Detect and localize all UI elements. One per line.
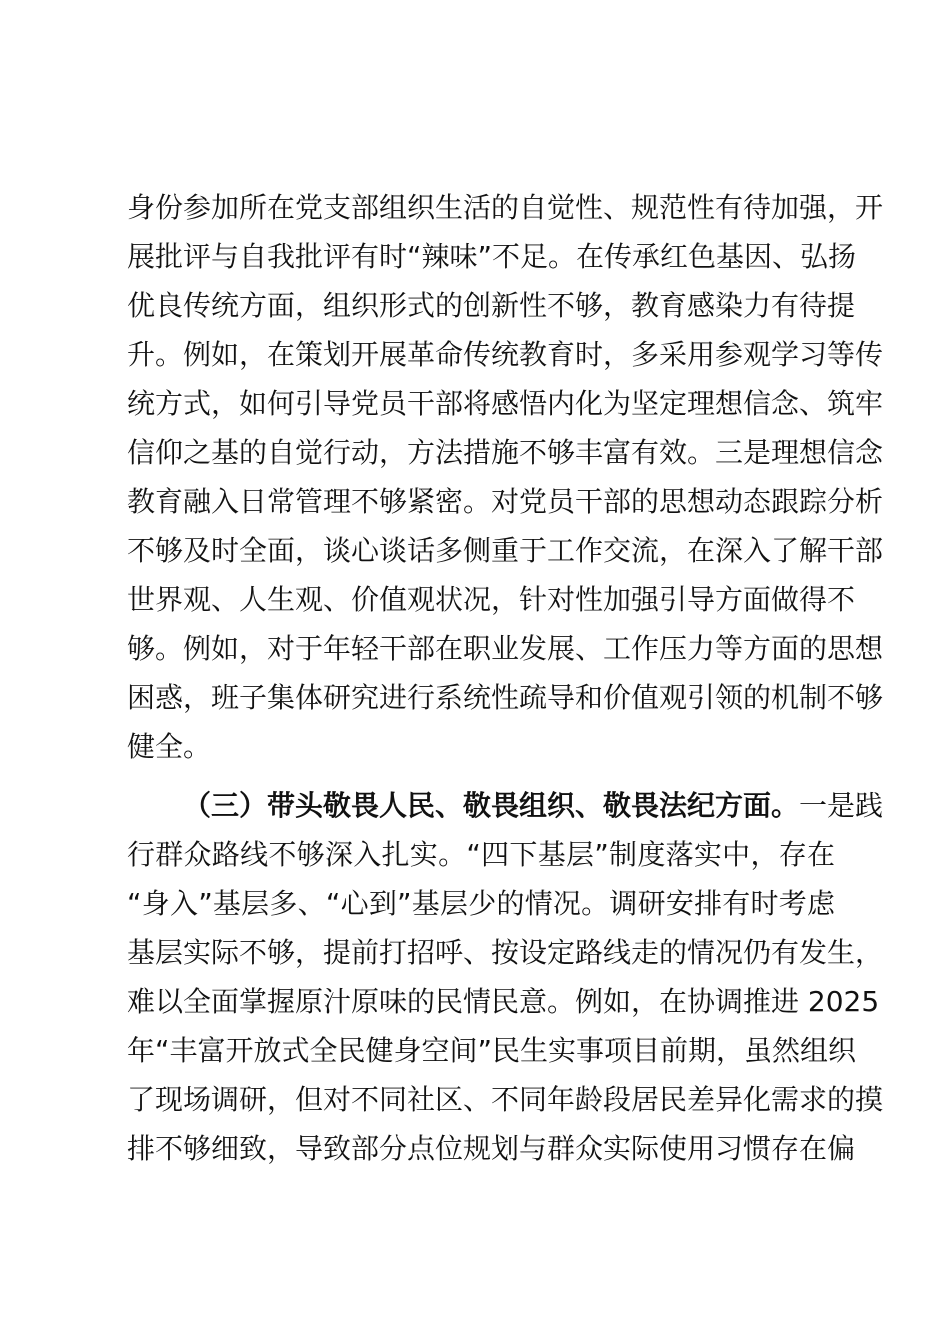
body-text-line: 困惑，班子集体研究进行系统性疏导和价值观引领的机制不够: [127, 681, 884, 714]
body-text-line: 升。例如，在策划开展革命传统教育时，多采用参观学习等传: [127, 338, 884, 371]
body-text-line: 展批评与自我批评有时“辣味”不足。在传承红色基因、弘扬: [127, 240, 857, 273]
body-text-line: 教育融入日常管理不够紧密。对党员干部的思想动态跟踪分析: [127, 485, 884, 518]
body-text-line: 基层实际不够，提前打招呼、按设定路线走的情况仍有发生，: [127, 936, 884, 969]
body-text-line: 健全。: [127, 730, 212, 763]
body-text-line: 年“丰富开放式全民健身空间”民生实事项目前期，虽然组织: [127, 1034, 857, 1067]
body-text-line: 不够及时全面，谈心谈话多侧重于工作交流，在深入了解干部: [127, 534, 884, 567]
body-text-line: 世界观、人生观、价值观状况，针对性加强引导方面做得不: [127, 583, 856, 616]
section-3-first-line-rest: 一是践: [799, 789, 884, 822]
body-text-line: 难以全面掌握原汁原味的民情民意。例如，在协调推进 2025: [127, 985, 880, 1018]
body-text-line: 了现场调研，但对不同社区、不同年龄段居民差异化需求的摸: [127, 1083, 884, 1116]
body-text-line: “身入”基层多、“心到”基层少的情况。调研安排有时考虑: [127, 887, 835, 920]
body-text-line: 行群众路线不够深入扎实。“四下基层”制度落实中，存在: [127, 838, 835, 871]
body-text-line: 排不够细致，导致部分点位规划与群众实际使用习惯存在偏: [127, 1132, 856, 1165]
body-text-line: 优良传统方面，组织形式的创新性不够，教育感染力有待提: [127, 289, 856, 322]
section-3-first-line: [183, 786, 884, 826]
section-3-heading: （三）带头敬畏人民、敬畏组织、敬畏法纪方面。: [183, 789, 800, 822]
body-text-line: 信仰之基的自觉行动，方法措施不够丰富有效。三是理想信念: [127, 436, 884, 469]
body-text-line: 统方式，如何引导党员干部将感悟内化为坚定理想信念、筑牢: [127, 387, 884, 420]
body-text-line: 身份参加所在党支部组织生活的自觉性、规范性有待加强，开: [127, 191, 884, 224]
body-text-line: 够。例如，对于年轻干部在职业发展、工作压力等方面的思想: [127, 632, 884, 665]
